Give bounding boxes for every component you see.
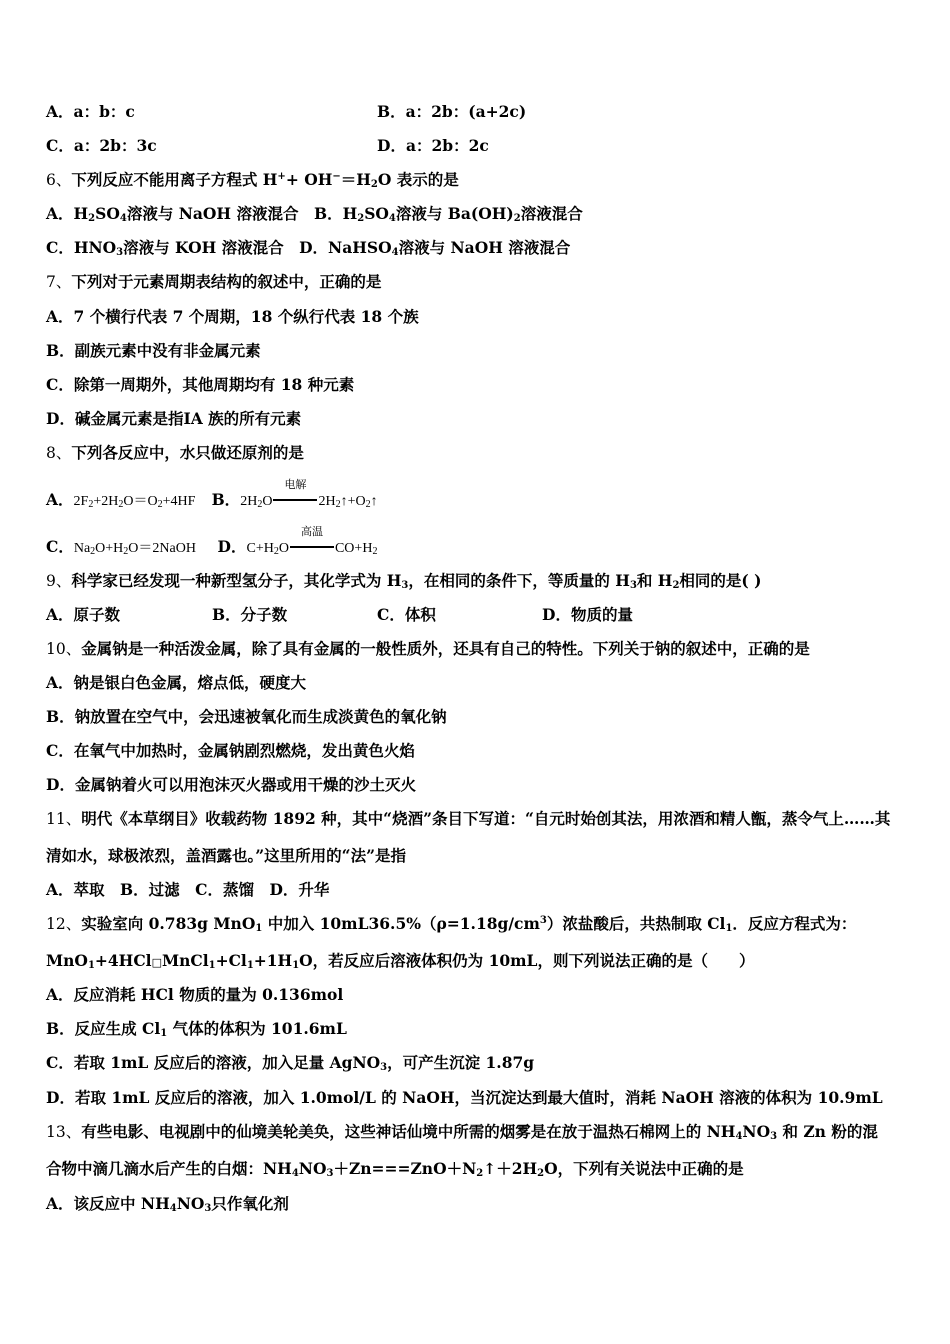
q7-option-d: D．碱金属元素是指ⅠA 族的所有元素 bbox=[46, 409, 302, 428]
q12-stem-line1: 12、实验室向 0.783g MnO$_1$ 中加入 $10mL36.5\%(\rho=1.18g/cm^3)$浓盐酸后，共热制取 $Cl_1$．反应方程式为： bbox=[46, 914, 857, 934]
q9-option-d: D．物质的量 bbox=[542, 605, 633, 624]
q10-option-c: C．在氧气中加热时，金属钠剧烈燃烧，发出黄色火焰 bbox=[46, 741, 415, 760]
q12-option-c: C．若取 1mL 反应后的溶液，加入足量 AgNO$_3$，可产生沉淀 1.87g bbox=[46, 1053, 535, 1073]
q10-option-d: D．金属钠着火可以用泡沫灭火器或用干燥的沙土灭火 bbox=[46, 775, 416, 794]
q8-options-cd: C．$Na_2O+H_2O=2NaOH$ D．$C+H_2O$ 高温 $CO+H_2$ bbox=[46, 525, 378, 557]
q10-option-b: B．钠放置在空气中，会迅速被氧化而生成淡黄色的氧化钠 bbox=[46, 707, 447, 726]
q8-options-ab: A．$2F_2+2H_2O=O_2+4HF$ B．$2H_2O$ 电解 $2H_2↑+O_2↑$ bbox=[46, 478, 378, 510]
q5-option-a: A．a：b：c bbox=[46, 102, 135, 121]
q7-option-c: C．除第一周期外，其他周期均有 18 种元素 bbox=[46, 375, 355, 394]
q11-stem-line1: 11、明代《本草纲目》收载药物 1892 种，其中“烧酒”条目下写道：“自元时始创其法，用浓酒和精人甑，蒸令气上……其 bbox=[46, 809, 891, 828]
q8-stem: 8、下列各反应中，水只做还原剂的是 bbox=[46, 443, 304, 462]
q6-options-ab: A．$H_2SO_4$溶液与 NaOH 溶液混合 B．$H_2SO_4$溶液与 $Ba(OH)_2$溶液混合 bbox=[46, 204, 583, 224]
q7-option-a: A．7 个横行代表 7 个周期，18 个纵行代表 18 个族 bbox=[46, 307, 419, 326]
high-temperature-arrow: 高温 bbox=[289, 537, 335, 557]
q12-option-a: A．反应消耗 HCl 物质的量为 0.136mol bbox=[46, 985, 344, 1004]
q13-stem-line2: 合物中滴几滴水后产生的白烟：$NH_4NO_3+Zn===ZnO+N_2↑+2H_2O$，下列有关说法中正确的是 bbox=[46, 1159, 744, 1179]
q5-option-d: D．a：2b：2c bbox=[377, 136, 489, 155]
q9-option-a: A．原子数 bbox=[46, 605, 121, 624]
q6-stem: 6、下列反应不能用离子方程式 $H^++ OH^-=H_2O$ 表示的是 bbox=[46, 170, 459, 190]
q5-option-c: C．a：2b：3c bbox=[46, 136, 157, 155]
q12-stem-line2: $MnO_1+4HCl□MnCl_1+Cl_1+1H_1O$，若反应后溶液体积仍为 10mL，则下列说法正确的是（ ） bbox=[46, 951, 755, 971]
q7-option-b: B．副族元素中没有非金属元素 bbox=[46, 341, 261, 360]
electrolysis-arrow: 电解 bbox=[272, 490, 318, 510]
q12-option-d: D．若取 1mL 反应后的溶液，加入 1.0mol/L 的 NaOH，当沉淀达到最大值时，消耗 NaOH 溶液的体积为 10.9mL bbox=[46, 1088, 883, 1107]
q9-option-b: B．分子数 bbox=[212, 605, 288, 624]
q13-stem-line1: 13、有些电影、电视剧中的仙境美轮美奂，这些神话仙境中所需的烟雾是在放于温热石棉网上的 $NH_4NO_3$ 和 Zn 粉的混 bbox=[46, 1122, 878, 1142]
q6-options-cd: C．$HNO_3$溶液与 KOH 溶液混合 D．NaHSO$_4$溶液与 NaOH 溶液混合 bbox=[46, 238, 571, 258]
q9-stem: 9、科学家已经发现一种新型氢分子，其化学式为 $H_3$，在相同的条件下，等质量的 $H_3$和 $H_2$相同的是( ) bbox=[46, 571, 762, 591]
q13-option-a: A．该反应中 $NH_4NO_3$只作氧化剂 bbox=[46, 1194, 289, 1214]
q10-stem: 10、金属钠是一种活泼金属，除了具有金属的一般性质外，还具有自己的特性。下列关于钠的叙述中，正确的是 bbox=[46, 639, 810, 658]
q5-option-b: B．a：2b：(a+2c) bbox=[377, 102, 527, 121]
q12-option-b: B．反应生成 $Cl_1$ 气体的体积为 101.6mL bbox=[46, 1019, 347, 1039]
q11-options: A．萃取 B．过滤 C．蒸馏 D．升华 bbox=[46, 880, 330, 899]
q10-option-a: A．钠是银白色金属，熔点低，硬度大 bbox=[46, 673, 307, 692]
q7-stem: 7、下列对于元素周期表结构的叙述中，正确的是 bbox=[46, 272, 382, 291]
q9-option-c: C．体积 bbox=[377, 605, 436, 624]
q11-stem-line2: 清如水，球极浓烈，盖酒露也。”这里所用的“法”是指 bbox=[46, 846, 406, 865]
